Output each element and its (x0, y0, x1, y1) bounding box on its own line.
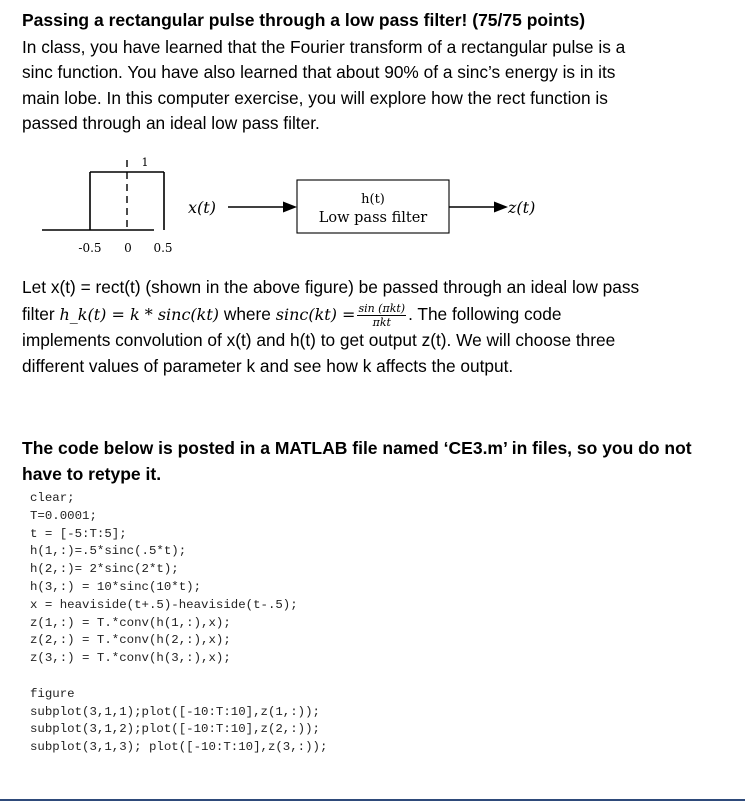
input-signal-label: x(t) (188, 198, 216, 217)
axis-label-minus-half: -0.5 (78, 241, 102, 255)
note-line: The code below is posted in a MATLAB file named ‘CE3.m’ in files, so you do not (22, 438, 692, 458)
code-line: h(2,:)= 2*sinc(2*t); (30, 562, 179, 577)
intro-paragraph (22, 35, 625, 136)
problem-line: implements convolution of x(t) and h(t) to get output z(t). We will choose three (22, 330, 616, 351)
code-line: T=0.0001; (30, 508, 97, 523)
code-line: figure (30, 686, 75, 701)
intro-line: sinc function. You have also learned that about 90% of a sinc’s energy is in its (22, 62, 616, 83)
filter-formula: h_k(t) = k * sinc(kt) (59, 305, 220, 325)
code-line (30, 668, 327, 686)
code-line: z(3,:) = T.*conv(h(3,:),x); (30, 651, 231, 666)
output-signal-label: z(t) (508, 198, 536, 217)
code-line: t = [-5:T:5]; (30, 526, 127, 541)
code-line: z(1,:) = T.*conv(h(1,:),x); (30, 615, 231, 630)
pulse-amplitude-label: 1 (141, 156, 149, 169)
problem-line: different values of parameter k and see how k affects the output. (22, 355, 514, 376)
intro-line: main lobe. In this computer exercise, you will explore how the rect function is (22, 87, 608, 108)
code-line: x = heaviside(t+.5)-heaviside(t-.5); (30, 597, 298, 612)
code-line: z(2,:) = T.*conv(h(2,:),x); (30, 633, 231, 648)
code-line: h(1,:)=.5*sinc(.5*t); (30, 544, 187, 559)
axis-label-half: 0.5 (153, 241, 173, 255)
code-intro-text: . The following code (408, 304, 562, 325)
filter-box-impulse-response: h(t) (361, 192, 385, 207)
problem-line-formula (22, 300, 639, 328)
code-availability-note (22, 435, 692, 487)
where-word: where (223, 304, 271, 325)
sinc-fraction (357, 302, 406, 329)
sinc-definition: sinc(kt) = (275, 305, 356, 325)
output-arrow-head (494, 202, 508, 213)
code-line: subplot(3,1,1);plot([-10:T:10],z(1,:)); (30, 704, 320, 719)
intro-line: In class, you have learned that the Fourier transform of a rectangular pulse is a (22, 37, 626, 57)
intro-line: passed through an ideal low pass filter. (22, 112, 320, 133)
code-line: clear; (30, 491, 75, 505)
axis-label-zero: 0 (124, 241, 132, 255)
matlab-code-block (30, 490, 327, 757)
input-arrow-head (283, 202, 297, 213)
system-block-diagram (0, 145, 745, 255)
page-bottom-border (0, 799, 745, 801)
problem-line: Let x(t) = rect(t) (shown in the above figure) be passed through an ideal low pass (22, 277, 640, 297)
code-line: h(3,:) = 10*sinc(10*t); (30, 579, 202, 594)
filter-box-name: Low pass filter (318, 210, 428, 226)
filter-word: filter (22, 304, 55, 325)
code-line: subplot(3,1,3); plot([-10:T:10],z(3,:)); (30, 740, 328, 755)
sinc-fraction-numerator: sin (πkt) (358, 302, 406, 316)
code-line: subplot(3,1,2);plot([-10:T:10],z(2,:)); (30, 722, 320, 737)
problem-paragraph (22, 275, 639, 379)
sinc-fraction-denominator: πkt (372, 316, 391, 330)
note-line: have to retype it. (22, 464, 162, 484)
exercise-title: Passing a rectangular pulse through a low pass filter! (75/75 points) (22, 10, 586, 30)
